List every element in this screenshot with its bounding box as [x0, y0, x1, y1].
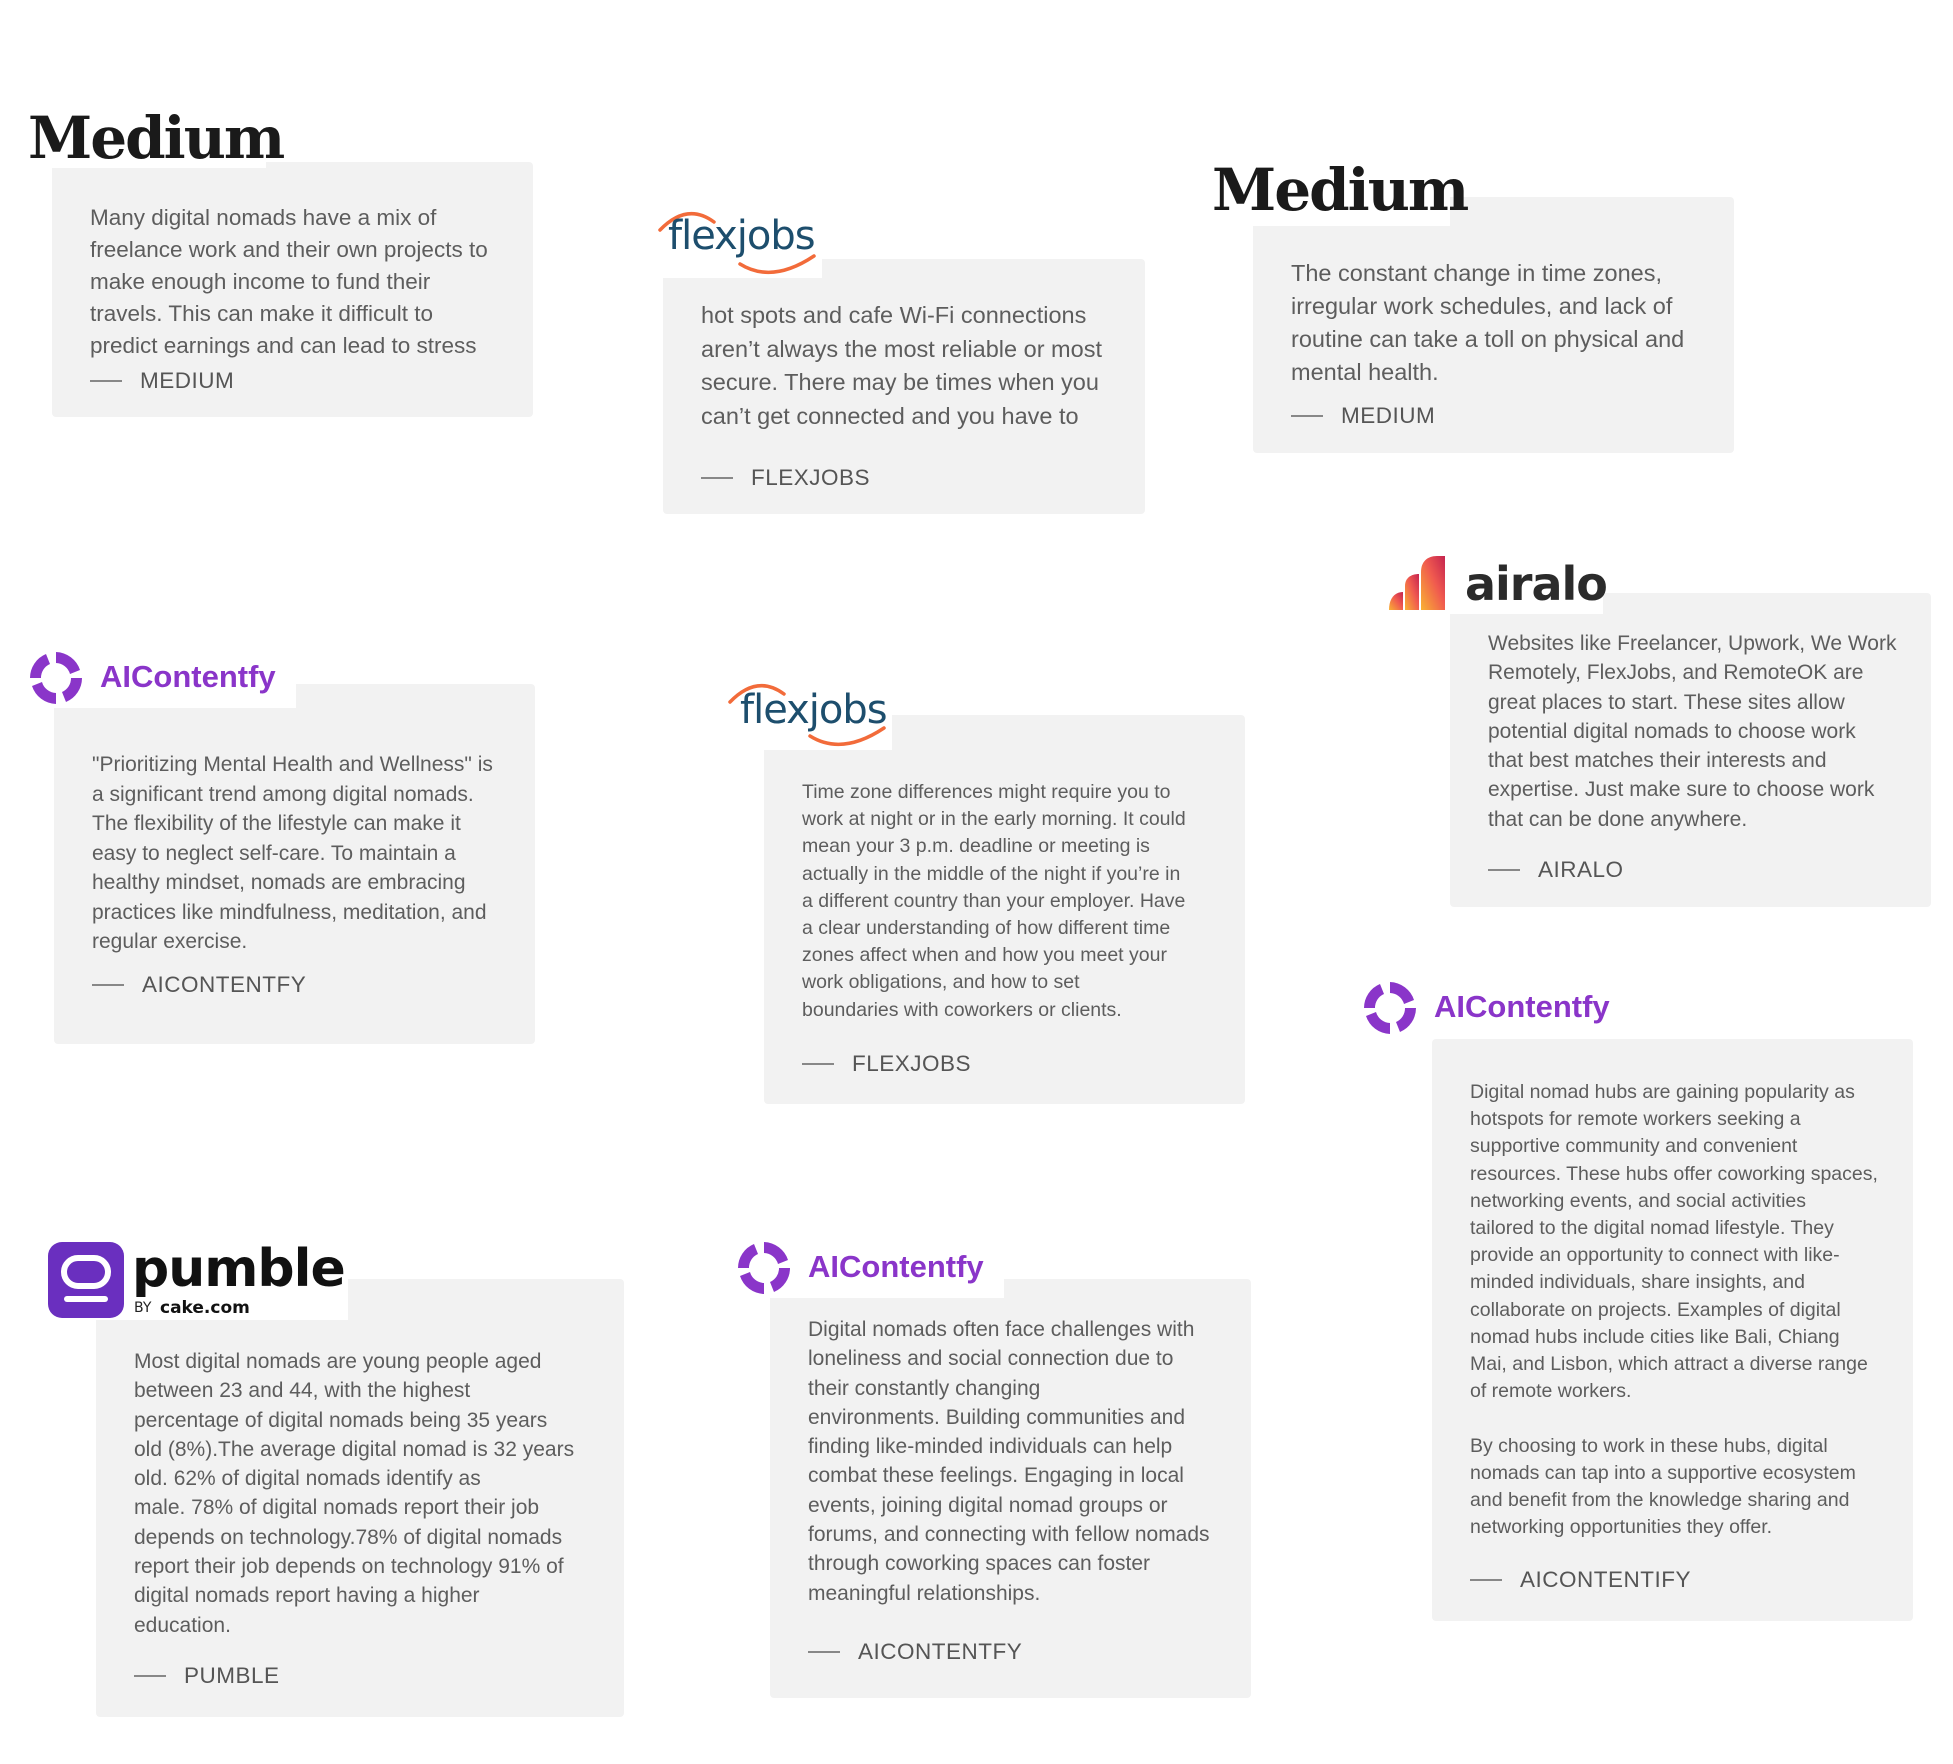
- flexjobs-logo: [652, 200, 822, 278]
- quote-source: [808, 1639, 1022, 1665]
- quote-card-aicontentfy-3: [770, 1279, 1251, 1698]
- source-label: AICONTENTFY: [142, 972, 307, 997]
- aicontentfy-logo: [732, 1236, 1004, 1298]
- airalo-logo: [1385, 548, 1607, 614]
- medium-logo-text: Medium: [1212, 156, 1468, 224]
- quote-source: [1470, 1567, 1691, 1593]
- aicontentfy-logo-text: AIContentfy: [100, 659, 276, 694]
- quote-card-medium-2: [1253, 197, 1734, 453]
- quote-text: Most digital nomads are young people aged between 23 and 44, with the highest percentage of digital nomads being 35 years old (8%).The average digital nomad is 32 years old. 62% of digital nomads identify as male. 78% of digital nomads report their job depends on technology.78% of digital nomads report their job depends on technology 91% of digital nomads report having a higher education.: [134, 1350, 575, 1637]
- aicontentfy-logo-text: AIContentfy: [808, 1249, 984, 1284]
- quote-card-flexjobs-1: [663, 259, 1145, 514]
- quote-card-aicontentfy-1: [54, 684, 535, 1044]
- quote-text: "Prioritizing Mental Health and Wellness" is a significant trend among digital nomads. The flexibility of the lifestyle can make it easy to neglect self-care. To maintain a healthy mindset, nomads are embracing practices like mindfulness, meditation, and regular exercise.: [92, 753, 493, 953]
- pumble-logo-text: pumble: [132, 1239, 345, 1299]
- aicontentfy-mark-icon: [1360, 978, 1420, 1038]
- quote-card-flexjobs-2: [764, 715, 1245, 1104]
- source-dash: [701, 477, 733, 479]
- source-dash: [1488, 869, 1520, 871]
- aicontentfy-mark-icon: [26, 648, 86, 708]
- aicontentfy-mark-icon: [734, 1238, 794, 1298]
- medium-logo: [1212, 154, 1468, 226]
- quote-text: Digital nomad hubs are gaining popularity as hotspots for remote workers seeking a supportive community and convenient resources. These hubs offer coworking spaces, networking events, and social activities tailored to the digital nomad lifestyle. They provide an opportunity to connect with like- minded individuals, share insights, and collaborate on projects. Examples of digital nomad hubs include cities like Bali, Chiang Mai, and Lisbon, which attract a diverse range of remote workers. By choosing to work in these hubs, digital nomads can tap into a supportive ecosystem and benefit from the knowledge sharing and networking opportunities they offer.: [1470, 1081, 1878, 1539]
- source-label: PUMBLE: [184, 1663, 280, 1688]
- pumble-cake-text: cake.com: [160, 1298, 250, 1318]
- source-dash: [808, 1651, 840, 1653]
- quote-source: [802, 1051, 971, 1077]
- quote-text: The constant change in time zones, irregular work schedules, and lack of routine can take a toll on physical and mental health.: [1291, 260, 1685, 385]
- flexjobs-logo-text: flexjobs: [668, 213, 815, 259]
- medium-logo: [28, 104, 284, 172]
- source-dash: [134, 1675, 166, 1677]
- quote-card-pumble: [96, 1279, 624, 1717]
- source-label: MEDIUM: [1341, 403, 1436, 428]
- flexjobs-logo: [722, 672, 892, 750]
- quote-card-airalo: [1450, 593, 1931, 907]
- source-dash: [1291, 415, 1323, 417]
- medium-logo-text: Medium: [28, 104, 284, 172]
- quote-source: [134, 1663, 280, 1689]
- source-label: AICONTENTFY: [858, 1639, 1023, 1664]
- flexjobs-logo-text: flexjobs: [740, 687, 887, 733]
- source-dash: [802, 1063, 834, 1065]
- airalo-logo-text: airalo: [1465, 557, 1607, 611]
- aicontentfy-logo: [24, 646, 296, 708]
- quote-text: Many digital nomads have a mix of freelance work and their own projects to make enough income to fund their travels. This can make it difficult to predict earnings and can lead to stress: [90, 205, 488, 358]
- source-dash: [90, 380, 122, 382]
- quote-text: Time zone differences might require you to work at night or in the early morning. It could mean your 3 p.m. deadline or meeting is actually in the middle of the night if you’re in a different country than your employer. Have a clear understanding of how different time zones affect when and how you meet your work obligations, and how to set boundaries with coworkers or clients.: [802, 781, 1186, 1021]
- source-label: FLEXJOBS: [751, 465, 871, 490]
- pumble-logo: [44, 1238, 348, 1320]
- quote-source: [1291, 403, 1435, 429]
- source-dash: [1470, 1579, 1502, 1581]
- source-label: AICONTENTIFY: [1520, 1567, 1692, 1592]
- source-label: FLEXJOBS: [852, 1051, 972, 1076]
- source-label: MEDIUM: [140, 368, 235, 393]
- quote-source: [90, 368, 234, 394]
- pumble-mark-icon: [46, 1240, 126, 1320]
- quote-text: Websites like Freelancer, Upwork, We Work Remotely, FlexJobs, and RemoteOK are great places to start. These sites allow potential digital nomads to choose work that best matches their interests and expertise. Just make sure to choose work that can be done anywhere.: [1488, 632, 1897, 831]
- pumble-by-text: BY: [134, 1300, 152, 1316]
- source-label: AIRALO: [1538, 857, 1624, 882]
- aicontentfy-logo: [1358, 976, 1630, 1038]
- quote-text: hot spots and cafe Wi-Fi connections aren’t always the most reliable or most secure. There may be times when you can’t get connected and you have to: [701, 302, 1102, 429]
- quote-text: Digital nomads often face challenges with loneliness and social connection due to their constantly changing environments. Building communities and finding like-minded individuals can help combat these feelings. Engaging in local events, joining digital nomad groups or forums, and connecting with fellow nomads through coworking spaces can foster meaningful relationships.: [808, 1318, 1210, 1605]
- quote-source: [1488, 857, 1624, 883]
- quote-card-aicontentfy-2: [1432, 1039, 1913, 1621]
- quote-source: [701, 465, 870, 491]
- aicontentfy-logo-text: AIContentfy: [1434, 989, 1610, 1024]
- airalo-mark-icon: [1387, 552, 1465, 618]
- source-dash: [92, 984, 124, 986]
- quote-card-medium-1: [52, 162, 533, 417]
- quote-source: [92, 972, 306, 998]
